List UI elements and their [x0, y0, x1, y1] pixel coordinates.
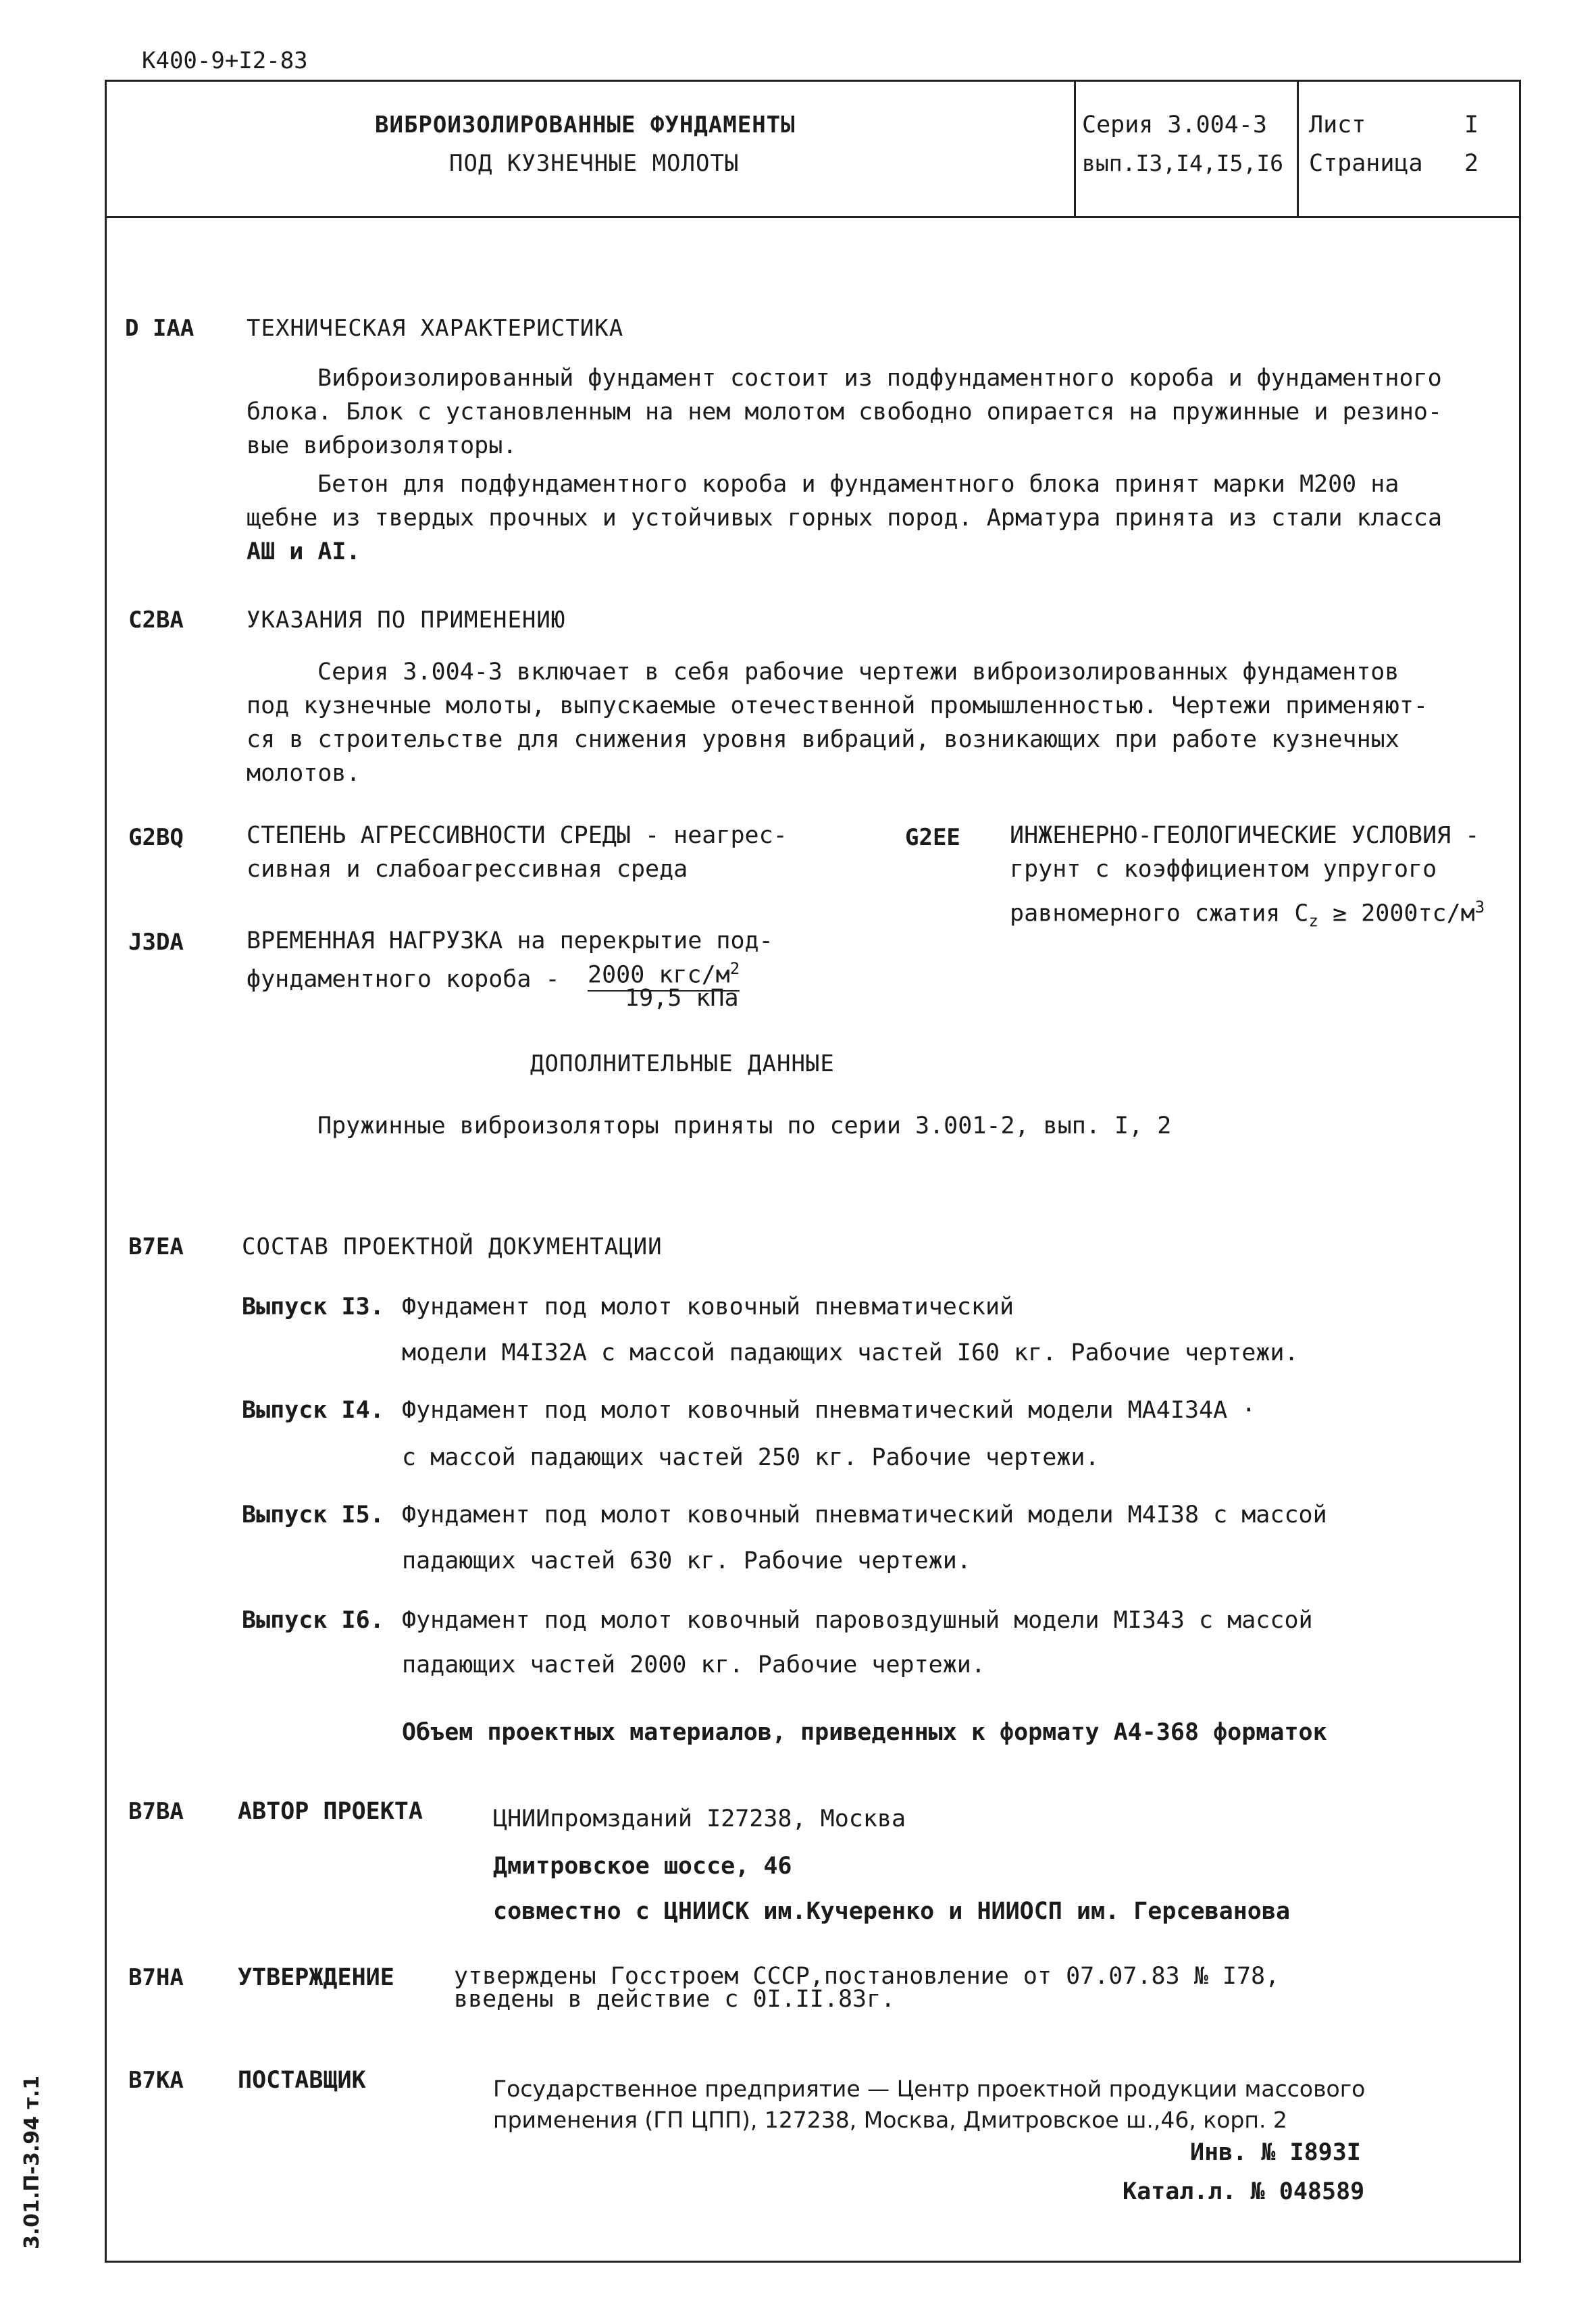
author-line: ЦНИИпромзданий I27238, Москва	[493, 1805, 906, 1832]
issue-label: Выпуск I3.	[242, 1293, 384, 1320]
paragraph-line: Виброизолированный фундамент состоит из подфундаментного короба и фундаментного	[317, 365, 1442, 392]
supplier-line: Государственное предприятие — Центр проектной продукции массового	[493, 2076, 1366, 2102]
inventory-number: Инв. № I893I	[1190, 2139, 1361, 2166]
paragraph-line: фундаментного короба -	[247, 966, 560, 993]
section-code: C2BA	[128, 607, 184, 634]
section-heading: ТЕХНИЧЕСКАЯ ХАРАКТЕРИСТИКА	[247, 315, 624, 342]
text-fragment: ≥ 2000тс/м	[1318, 900, 1475, 927]
document-code: К400-9+I2-83	[142, 47, 308, 74]
volume-line: Объем проектных материалов, приведенных к формату А4-368 форматок	[402, 1719, 1327, 1746]
section-code: G2EE	[905, 824, 960, 851]
paragraph-line: ИНЖЕНЕРНО-ГЕОЛОГИЧЕСКИЕ УСЛОВИЯ -	[1010, 822, 1480, 849]
issue-line: падающих частей 2000 кг. Рабочие чертежи.	[402, 1651, 985, 1678]
issue-line: падающих частей 630 кг. Рабочие чертежи.	[402, 1547, 971, 1574]
paragraph-line: Бетон для подфундаментного короба и фундаментного блока принят марки М200 на	[317, 471, 1399, 498]
text-fragment: 2000 кгс/м	[588, 961, 730, 989]
text-fragment: равномерного сжатия C	[1010, 900, 1309, 927]
approval-line: введены в действие с 0I.II.83г.	[454, 1986, 896, 2013]
section-label: АВТОР ПРОЕКТА	[238, 1798, 423, 1825]
section-code: B7EA	[128, 1233, 184, 1260]
section-code: B7HA	[128, 1964, 184, 1991]
subscript: z	[1308, 911, 1318, 931]
paragraph-line: блока. Блок с установленным на нем молотом свободно опирается на пружинные и резино-	[247, 398, 1443, 426]
page-label: Страница	[1309, 150, 1423, 177]
compression-coefficient	[1010, 890, 1485, 938]
series-issues: вып.I3,I4,I5,I6	[1082, 150, 1284, 176]
paragraph-line: молотов.	[247, 760, 361, 787]
paragraph-line: СТЕПЕНЬ АГРЕССИВНОСТИ СРЕДЫ - неагрес-	[247, 822, 788, 849]
issue-line: Фундамент под молот ковочный паровоздушный модели МI343 с массой	[402, 1607, 1313, 1634]
series-number: Серия 3.004-3	[1082, 111, 1267, 138]
side-stamp: 3.01.П-3.94 т.1	[20, 2075, 44, 2249]
paragraph-line: ся в строительстве для снижения уровня вибраций, возникающих при работе кузнечных	[247, 726, 1399, 753]
author-line: совместно с ЦНИИСК им.Кучеренко и НИИОСП им. Герсеванова	[493, 1898, 1291, 1925]
paragraph-line: вые виброизоляторы.	[247, 432, 517, 459]
section-code: D IAA	[125, 315, 195, 342]
issue-label: Выпуск I6.	[242, 1607, 384, 1634]
superscript: 3	[1474, 898, 1485, 917]
section-label: ПОСТАВЩИК	[238, 2067, 366, 2094]
section-code: G2BQ	[128, 824, 184, 851]
section-code: J3DA	[128, 929, 184, 956]
issue-line: Фундамент под молот ковочный пневматический	[402, 1293, 1014, 1320]
section-code: B7KA	[128, 2067, 184, 2094]
paragraph-line: грунт с коэффициентом упругого	[1010, 856, 1437, 883]
load-denominator: 19,5 кПа	[625, 985, 739, 1012]
paragraph-line: щебне из твердых прочных и устойчивых горных пород. Арматура принята из стали класса	[247, 505, 1443, 532]
title-block-divider	[105, 216, 1521, 218]
issue-label: Выпуск I5.	[242, 1501, 384, 1528]
page-value: 2	[1464, 150, 1479, 177]
section-label: УТВЕРЖДЕНИЕ	[238, 1964, 394, 1991]
catalog-number: Катал.л. № 048589	[1123, 2178, 1365, 2205]
paragraph-line: под кузнечные молоты, выпускаемые отечественной промышленностью. Чертежи применяют-	[247, 692, 1428, 719]
superscript: 2	[729, 959, 740, 978]
paragraph-line: ВРЕМЕННАЯ НАГРУЗКА на перекрытие под-	[247, 927, 773, 954]
paragraph-line: сивная и слабоагрессивная среда	[247, 856, 688, 883]
section-heading: СОСТАВ ПРОЕКТНОЙ ДОКУМЕНТАЦИИ	[242, 1233, 663, 1260]
sheet-value: I	[1464, 111, 1479, 138]
document-title-line2: ПОД КУЗНЕЧНЫЕ МОЛОТЫ	[449, 150, 740, 177]
section-heading: УКАЗАНИЯ ПО ПРИМЕНЕНИЮ	[247, 607, 566, 634]
approval-line: утверждены Госстроем СССР,постановление от 07.07.83 № I78,	[454, 1963, 1280, 1990]
paragraph-line: Пружинные виброизоляторы приняты по серии 3.001-2, вып. I, 2	[317, 1112, 1172, 1139]
paragraph-line: Серия 3.004-3 включает в себя рабочие чертежи виброизолированных фундаментов	[317, 659, 1399, 686]
sheet-label: Лист	[1309, 111, 1366, 138]
section-code: B7BA	[128, 1798, 184, 1825]
issue-line: Фундамент под молот ковочный пневматический модели М4I38 с массой	[402, 1501, 1327, 1528]
issue-line: модели М4I32А с массой падающих частей I60 кг. Рабочие чертежи.	[402, 1339, 1299, 1366]
issue-label: Выпуск I4.	[242, 1397, 384, 1424]
document-title-line1: ВИБРОИЗОЛИРОВАННЫЕ ФУНДАМЕНТЫ	[375, 111, 796, 138]
section-heading: ДОПОЛНИТЕЛЬНЫЕ ДАННЫЕ	[530, 1050, 835, 1077]
issue-line: с массой падающих частей 250 кг. Рабочие чертежи.	[402, 1444, 1100, 1471]
author-line: Дмитровское шоссе, 46	[493, 1853, 792, 1880]
paragraph-line: АШ и АI.	[247, 538, 361, 565]
issue-line: Фундамент под молот ковочный пневматический модели МА4I34А ·	[402, 1397, 1256, 1424]
title-block-separator	[1297, 80, 1299, 217]
supplier-line: применения (ГП ЦПП), 127238, Москва, Дмитровское ш.,46, корп. 2	[493, 2107, 1287, 2133]
title-block-separator	[1074, 80, 1076, 217]
